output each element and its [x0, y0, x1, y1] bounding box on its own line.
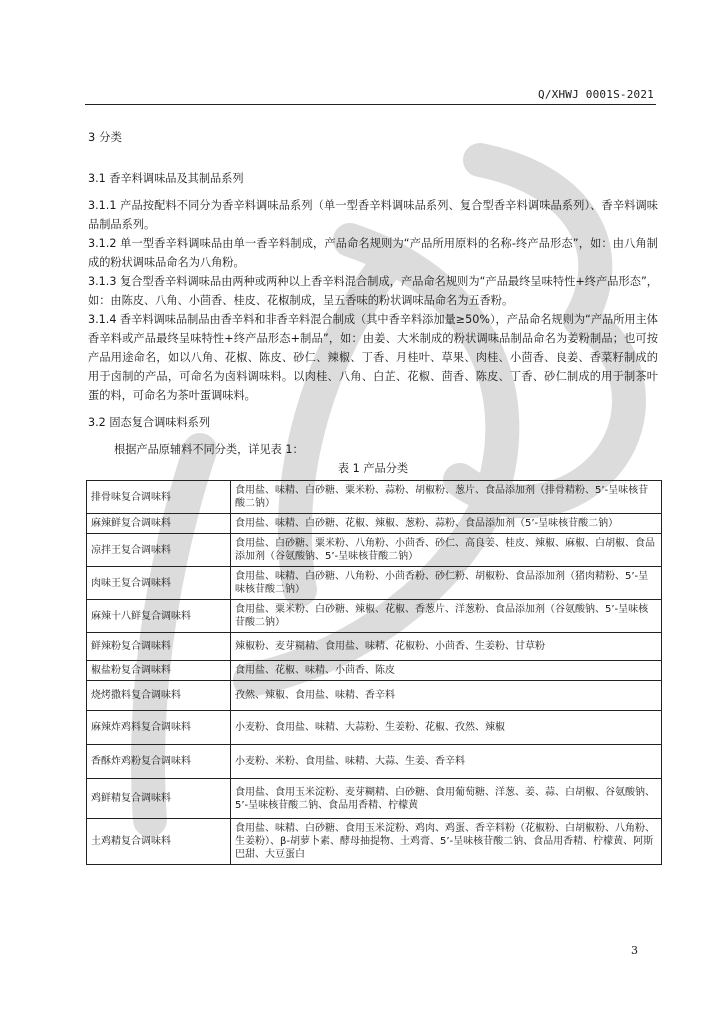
table-caption: 表 1 产品分类: [337, 462, 409, 475]
paragraph-3-1-4: 3.1.4 香辛料调味品制品由香辛料和非香辛料混合制成（其中香辛料添加量≥50%），产品命名规则为“产品所用主体香辛料或产品最终呈味特性+终产品形态+制品”，如：由姜、大米制成的粉状调味品制品命名为姜粉制品；也可按产品用途命名，如以八角、花椒、陈皮、砂仁、辣椒、丁香、月桂叶、草果、肉桂、小茴香、良姜、香菜籽制成的用于卤制的产品，可命名为卤料调味料。以肉桂、八角、白芷、花椒、茴香、陈皮、丁香、砂仁制成的用于制茶叶蛋的料，可命名为茶叶蛋调味料。: [88, 313, 658, 402]
product-name-cell: 麻辣十八鲜复合调味料: [87, 600, 231, 633]
ingredients-cell: 食用盐、白砂糖、粟米粉、八角粉、小茴香、砂仁、高良姜、桂皮、辣椒、麻椒、白胡椒、食品添加剂（谷氨酸钠、5’-呈味核苷酸二钠）: [231, 534, 662, 567]
subsection-title-3-1: 3.1 香辛料调味品及其制品系列: [88, 172, 244, 185]
product-name-cell: 椒盐粉复合调味料: [87, 661, 231, 681]
paragraph-3-1-3: 3.1.3 复合型香辛料调味品由两种或两种以上香辛料混合制成，产品命名规则为“产品最终呈味特性+终产品形态”，如：由陈皮、八角、小茴香、桂皮、花椒制成，呈五香味的粉状调味品命名为五香粉。: [88, 275, 658, 307]
ingredients-cell: 小麦粉、米粉、食用盐、味精、大蒜、生姜、香辛料: [231, 745, 662, 779]
table-row: [87, 779, 662, 819]
table-row: [87, 819, 662, 865]
paragraph-3-1-1: 3.1.1 产品按配料不同分为香辛料调味品系列（单一型香辛料调味品系列、复合型香辛料调味品系列）、香辛料调味品制品系列。: [88, 199, 658, 231]
product-name-cell: 土鸡精复合调味料: [87, 819, 231, 865]
ingredients-cell: 辣椒粉、麦芽糊精、食用盐、味精、花椒粉、小茴香、生姜粉、甘草粉: [231, 633, 662, 661]
table-row: [87, 745, 662, 779]
table-row: [87, 534, 662, 567]
main-content: [88, 128, 658, 865]
product-name-cell: 香酥炸鸡粉复合调味料: [87, 745, 231, 779]
table-row: [87, 681, 662, 711]
product-name-cell: 鲜辣粉复合调味料: [87, 633, 231, 661]
product-name-cell: 凉拌王复合调味料: [87, 534, 231, 567]
product-name-cell: 排骨味复合调味料: [87, 481, 231, 514]
ingredients-cell: 食用盐、味精、白砂糖、八角粉、小茴香粉、砂仁粉、胡椒粉、食品添加剂（猪肉精粉、5’-呈味核苷酸二钠）: [231, 567, 662, 600]
table-row: [87, 633, 662, 661]
product-name-cell: 麻辣炸鸡料复合调味料: [87, 711, 231, 745]
table-row: [87, 711, 662, 745]
table-row: [87, 600, 662, 633]
ingredients-cell: 孜然、辣椒、食用盐、味精、香辛料: [231, 681, 662, 711]
subsection-title-3-2: 3.2 固态复合调味料系列: [88, 416, 211, 429]
ingredients-cell: 食用盐、味精、白砂糖、粟米粉、蒜粉、胡椒粉、葱片、食品添加剂（排骨精粉、5’-呈味核苷酸二钠）: [231, 481, 662, 514]
standard-code: Q/XHWJ 0001S-2021: [538, 88, 654, 101]
ingredients-cell: 食用盐、食用玉米淀粉、麦芽糊精、白砂糖、食用葡萄糖、洋葱、姜、蒜、白胡椒、谷氨酸钠、5’-呈味核苷酸二钠、食品用香精、柠檬黄: [231, 779, 662, 819]
product-name-cell: 肉味王复合调味料: [87, 567, 231, 600]
product-name-cell: 麻辣鲜复合调味料: [87, 514, 231, 534]
product-name-cell: 鸡鲜精复合调味料: [87, 779, 231, 819]
product-name-cell: 烧烤撒料复合调味料: [87, 681, 231, 711]
ingredients-cell: 食用盐、粟米粉、白砂糖、辣椒、花椒、香葱片、洋葱粉、食品添加剂（谷氨酸钠、5’-呈味核苷酸二钠）: [231, 600, 662, 633]
page-number: 3: [631, 944, 638, 957]
paragraph-3-1-2: 3.1.2 单一型香辛料调味品由单一香辛料制成，产品命名规则为“产品所用原料的名称-终产品形态”，如：由八角制成的粉状调味品命名为八角粉。: [88, 237, 658, 269]
header-rule: [85, 104, 656, 105]
ingredients-cell: 食用盐、味精、白砂糖、花椒、辣椒、葱粉、蒜粉、食品添加剂（5’-呈味核苷酸二钠）: [231, 514, 662, 534]
product-category-table: [86, 480, 662, 865]
table-row: [87, 514, 662, 534]
ingredients-cell: 食用盐、味精、白砂糖、食用玉米淀粉、鸡肉、鸡蛋、香辛料粉（花椒粉、白胡椒粉、八角粉、生姜粉）、β-胡萝卜素、酵母抽提物、土鸡膏、5’-呈味核苷酸二钠、食品用香精、柠檬黄、阿斯巴甜、大豆蛋白: [231, 819, 662, 865]
section-title: 3 分类: [88, 130, 122, 144]
table-row: [87, 661, 662, 681]
ingredients-cell: 小麦粉、食用盐、味精、大蒜粉、生姜粉、花椒、孜然、辣椒: [231, 711, 662, 745]
table-row: [87, 567, 662, 600]
table-intro: 根据产品原辅料不同分类，详见表 1：: [114, 443, 304, 456]
table-row: [87, 481, 662, 514]
ingredients-cell: 食用盐、花椒、味精、小茴香、陈皮: [231, 661, 662, 681]
